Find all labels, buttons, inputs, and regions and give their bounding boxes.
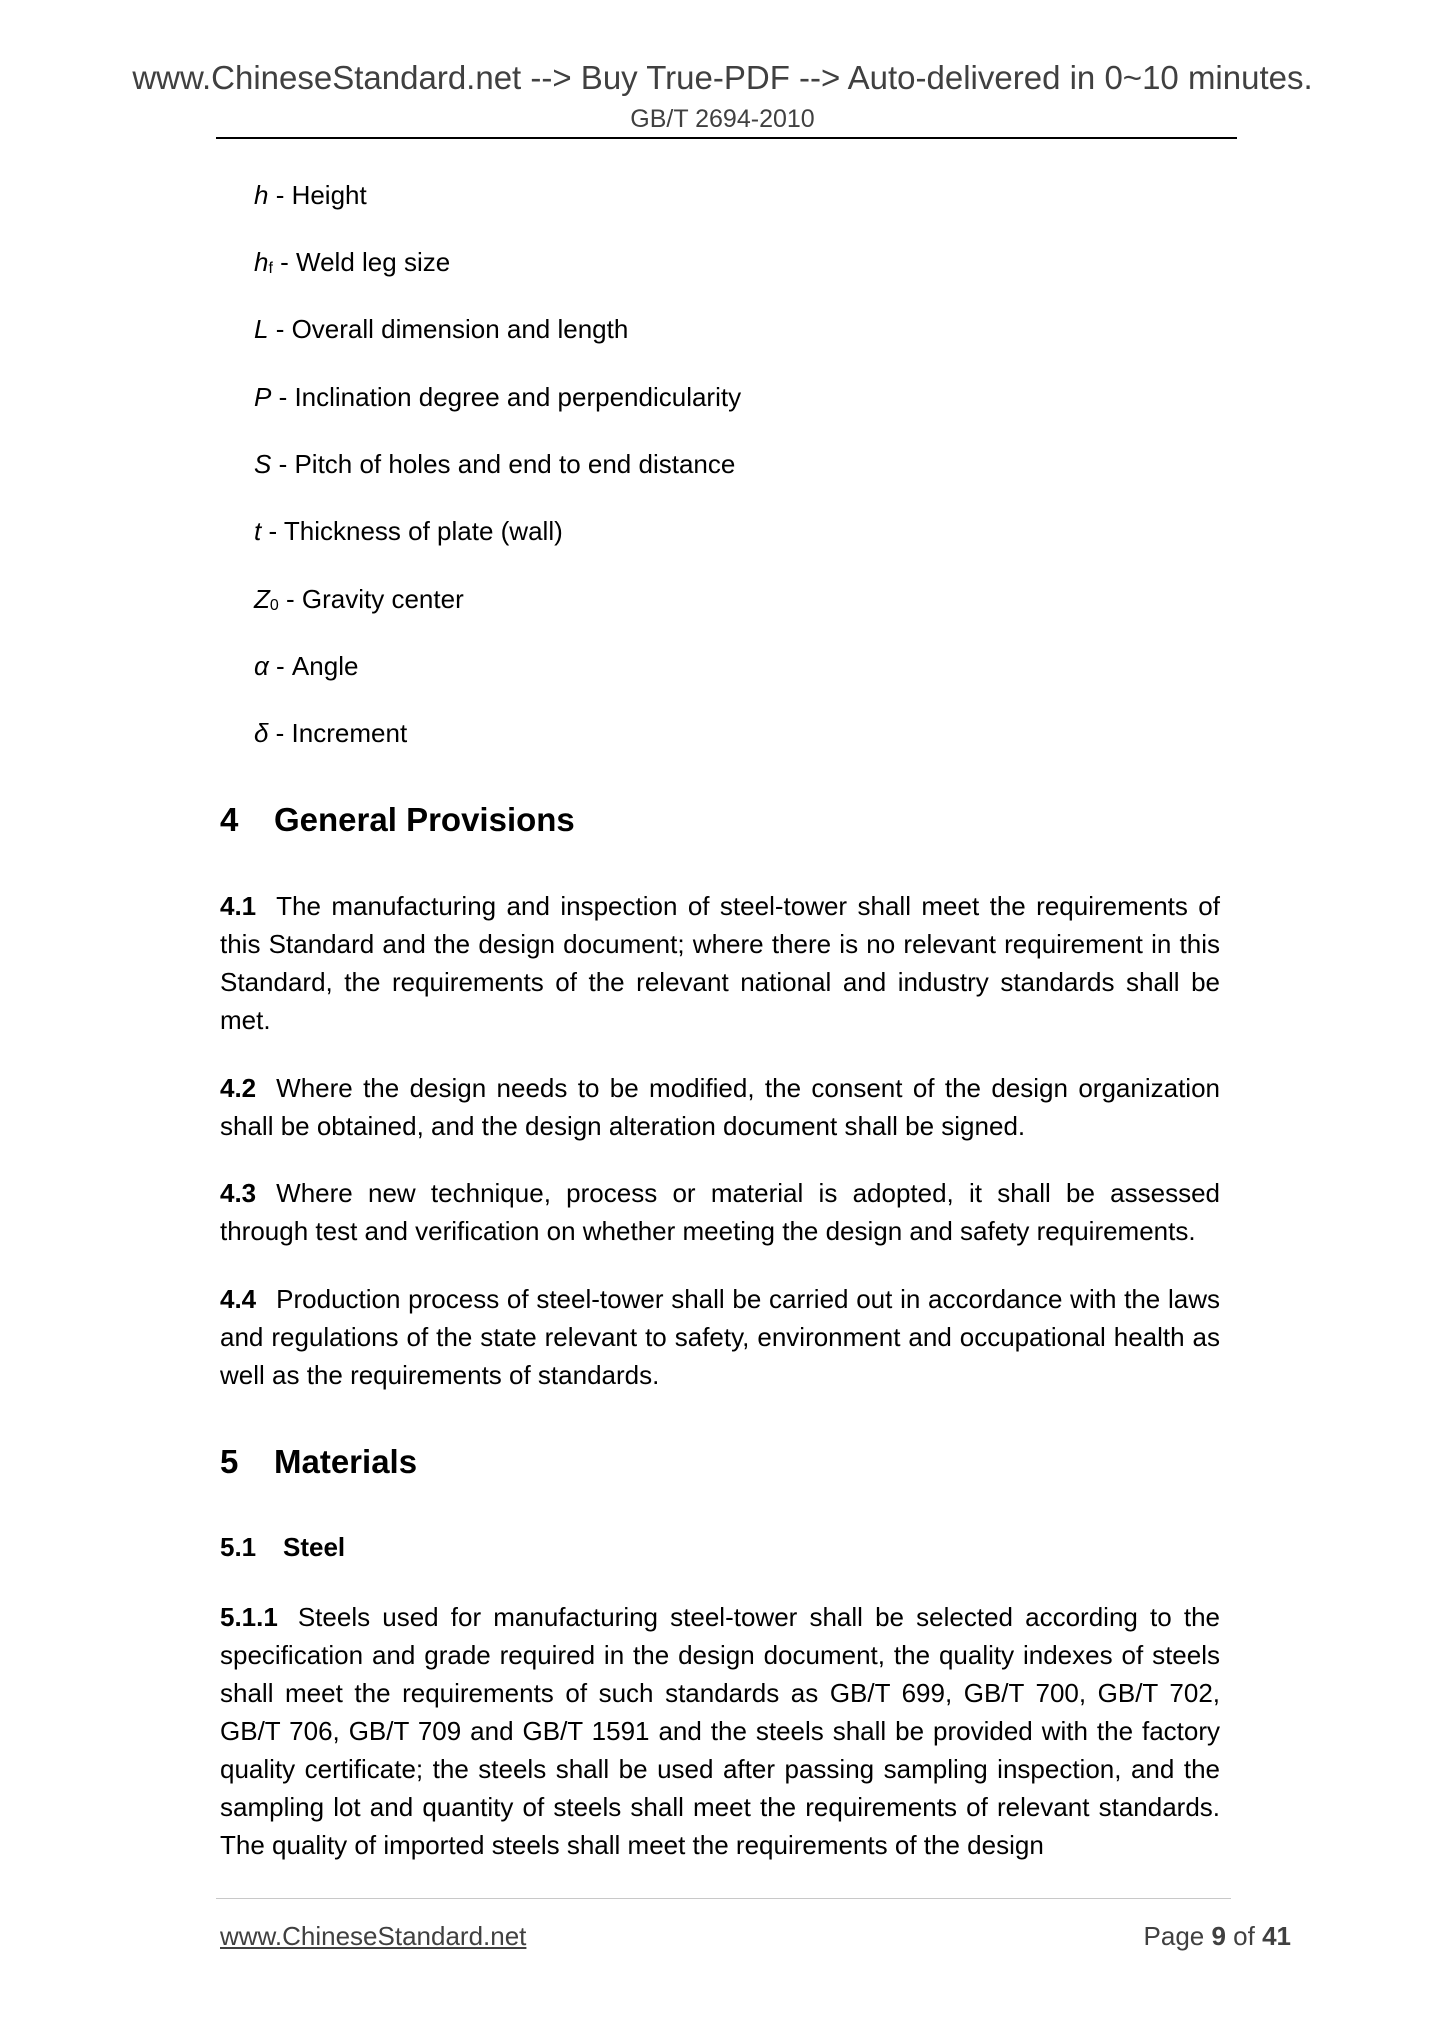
page-of: of — [1225, 1921, 1263, 1951]
clause-text: Production process of steel-tower shall be carried out in accordance with the laws and regulations of the state relevant to safety, environment and occupational health as well as the requirements of standards. — [220, 1284, 1220, 1390]
section-5-heading — [220, 1442, 417, 1482]
symbol: t — [254, 516, 262, 546]
clause-text: Where new technique, process or material is adopted, it shall be assessed through test and verification on whether meeting the design and safety requirements. — [220, 1178, 1220, 1246]
section-title: General Provisions — [274, 801, 575, 838]
footer-site-link[interactable]: www.ChineseStandard.net — [220, 1921, 527, 1951]
symbol: S — [254, 449, 272, 479]
header-banner-link[interactable]: www.ChineseStandard.net --> Buy True-PDF --> Auto-delivered in 0~10 minutes. — [132, 59, 1313, 96]
clause-4-4 — [220, 1280, 1220, 1394]
subsection-5-1-heading — [220, 1530, 345, 1564]
clause-number: 5.1.1 — [220, 1602, 278, 1632]
symbol: Z — [254, 584, 270, 614]
section-number: 5 — [220, 1443, 239, 1480]
clause-number: 4.3 — [220, 1178, 257, 1208]
symbol-item-p — [254, 380, 741, 414]
symbol-desc: - Gravity center — [278, 584, 464, 614]
section-4-heading — [220, 800, 575, 840]
page-prefix: Page — [1143, 1921, 1212, 1951]
clause-number: 4.2 — [220, 1073, 257, 1103]
clause-4-2 — [220, 1069, 1220, 1145]
symbol-desc: - Weld leg size — [272, 247, 451, 277]
symbol-item-l — [254, 312, 628, 346]
symbol-item-t — [254, 514, 563, 548]
symbol: h — [254, 180, 269, 210]
symbol-desc: - Overall dimension and length — [268, 314, 629, 344]
symbol-desc: - Pitch of holes and end to end distance — [271, 449, 736, 479]
symbol-item-s — [254, 447, 735, 481]
clause-number: 4.1 — [220, 891, 257, 921]
clause-text: Where the design needs to be modified, the consent of the design organization shall be obtained, and the design alteration document shall be signed. — [220, 1073, 1220, 1141]
symbol-item-z0 — [254, 582, 464, 616]
subsection-title: Steel — [283, 1532, 346, 1562]
symbol-subscript: 0 — [269, 597, 279, 614]
page-total: 41 — [1262, 1921, 1291, 1951]
clause-5-1-1 — [220, 1598, 1220, 1864]
symbol-item-alpha — [254, 649, 358, 683]
symbol: P — [254, 382, 272, 412]
section-title: Materials — [274, 1443, 418, 1480]
symbol-desc: - Inclination degree and perpendicularity — [271, 382, 742, 412]
symbol-desc: - Increment — [268, 718, 408, 748]
clause-text: Steels used for manufacturing steel-tower shall be selected according to the specification and grade required in the design document, the quality indexes of steels shall meet the requirements of such standards as GB/T 699, GB/T 700, GB/T 702, GB/T 706, GB/T 709 and GB/T 1591 and the steels shall be provided with the factory quality certificate; the steels shall be used after passing sampling inspection, and the sampling lot and quantity of steels shall meet the requirements of relevant standards. The quality of imported steels shall meet the requirements of the design — [220, 1602, 1220, 1860]
symbol-item-delta — [254, 716, 407, 750]
standard-number: GB/T 2694-2010 — [630, 105, 815, 133]
symbol-desc: - Thickness of plate (wall) — [261, 516, 563, 546]
subsection-number: 5.1 — [220, 1532, 257, 1562]
symbol: h — [254, 247, 269, 277]
symbol-item-hf — [254, 245, 450, 279]
symbol: δ — [254, 718, 269, 748]
clause-text: The manufacturing and inspection of steel-tower shall meet the requirements of this Standard and the design document; where there is no relevant requirement in this Standard, the requirements of the relevant national and industry standards shall be met. — [220, 891, 1220, 1035]
footer-divider — [216, 1898, 1231, 1899]
symbol-subscript: f — [268, 260, 273, 277]
clause-number: 4.4 — [220, 1284, 257, 1314]
section-number: 4 — [220, 801, 239, 838]
page-indicator — [1000, 1920, 1291, 1952]
page-number: 9 — [1211, 1921, 1226, 1951]
header-divider — [216, 137, 1237, 139]
symbol-desc: - Height — [268, 180, 367, 210]
symbol: α — [254, 651, 269, 681]
clause-4-3 — [220, 1174, 1220, 1250]
symbol-item-h — [254, 178, 367, 212]
clause-4-1 — [220, 887, 1220, 1039]
symbol: L — [254, 314, 269, 344]
symbol-desc: - Angle — [268, 651, 359, 681]
